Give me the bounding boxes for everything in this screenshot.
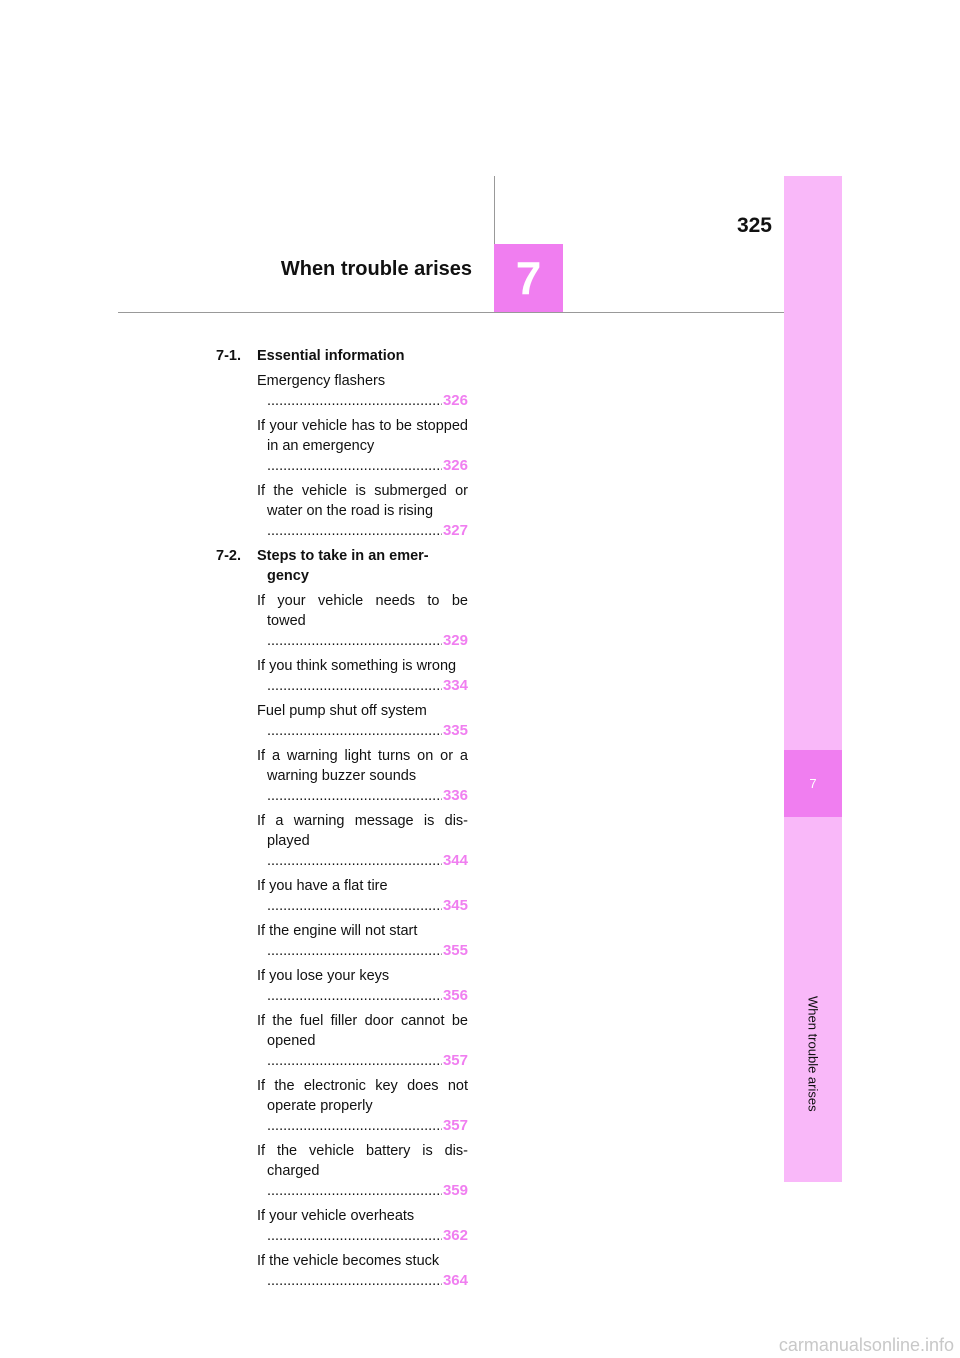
toc-entry-title[interactable]: Fuel pump shut off system (257, 703, 427, 719)
toc-entry-page[interactable]: 326 (442, 392, 468, 409)
side-tab-number: 7 (784, 750, 842, 817)
dot-leader (267, 986, 442, 1006)
toc-entry-title[interactable]: If you lose your keys (257, 968, 390, 984)
dot-leader (267, 1181, 442, 1201)
toc-entry-title[interactable]: If you think something is wrong (257, 658, 457, 674)
toc-entry[interactable] (216, 1076, 468, 1136)
toc-entry-page[interactable]: 357 (442, 1117, 468, 1134)
toc-entry[interactable] (216, 1011, 468, 1071)
side-tab-label: When trouble arises (805, 996, 821, 1112)
toc-entry-page[interactable]: 335 (442, 722, 468, 739)
toc-entry-leader (257, 391, 468, 411)
toc-entry-title[interactable]: Emergency flashers (257, 373, 386, 389)
toc-entry-leader (257, 1051, 468, 1071)
toc-entry-leader (257, 786, 468, 806)
toc-entry-leader (257, 456, 468, 476)
toc-entry-page[interactable]: 344 (442, 852, 468, 869)
toc-entry-title[interactable]: If a warning message is dis-played (257, 813, 468, 849)
dot-leader (267, 721, 442, 741)
toc-entry-leader (257, 986, 468, 1006)
dot-leader (267, 1051, 442, 1071)
toc-entry[interactable] (216, 701, 468, 741)
toc-entry-title[interactable]: If the electronic key does not operate properly (257, 1078, 468, 1114)
toc-entry-page[interactable]: 336 (442, 787, 468, 804)
dot-leader (267, 456, 442, 476)
toc-entry-title[interactable]: If your vehicle has to be stopped in an emergency (257, 418, 468, 454)
table-of-contents (216, 346, 468, 1296)
toc-entry-page[interactable]: 345 (442, 897, 468, 914)
toc-entry-title[interactable]: If a warning light turns on or a warning buzzer sounds (257, 748, 468, 784)
toc-entry[interactable] (216, 811, 468, 871)
side-tab (784, 176, 842, 1182)
dot-leader (267, 391, 442, 411)
toc-entry-title[interactable]: If your vehicle needs to be towed (257, 593, 468, 629)
toc-entry[interactable] (216, 591, 468, 651)
toc-entry-leader (257, 676, 468, 696)
toc-entry-leader (257, 521, 468, 541)
toc-entry-page[interactable]: 329 (442, 632, 468, 649)
dot-leader (267, 521, 442, 541)
toc-entry-page[interactable]: 326 (442, 457, 468, 474)
toc-entry-page[interactable]: 357 (442, 1052, 468, 1069)
header-vertical-rule (494, 176, 495, 244)
dot-leader (267, 851, 442, 871)
toc-entry-page[interactable]: 327 (442, 522, 468, 539)
toc-entry[interactable] (216, 481, 468, 541)
toc-entry-page[interactable]: 362 (442, 1227, 468, 1244)
watermark: carmanualsonline.info (778, 1335, 954, 1355)
toc-entry-page[interactable]: 334 (442, 677, 468, 694)
toc-entry[interactable] (216, 656, 468, 696)
toc-entry-title[interactable]: If the vehicle becomes stuck (257, 1253, 440, 1269)
dot-leader (267, 676, 442, 696)
toc-entry-title[interactable]: If the vehicle is submerged or water on the road is rising (257, 483, 468, 519)
toc-entry[interactable] (216, 371, 468, 411)
toc-entry[interactable] (216, 921, 468, 961)
toc-entry-leader (257, 941, 468, 961)
toc-entry-title[interactable]: If the fuel filler door cannot be opened (257, 1013, 468, 1049)
toc-entry-leader (257, 631, 468, 651)
toc-section (216, 346, 468, 366)
toc-entry-leader (257, 721, 468, 741)
dot-leader (267, 1116, 442, 1136)
dot-leader (267, 1271, 442, 1291)
toc-entry[interactable] (216, 966, 468, 1006)
toc-entry-page[interactable]: 356 (442, 987, 468, 1004)
toc-entry-page[interactable]: 355 (442, 942, 468, 959)
toc-entry-title[interactable]: If your vehicle overheats (257, 1208, 415, 1224)
dot-leader (267, 941, 442, 961)
chapter-number-box: 7 (494, 244, 563, 312)
toc-entry[interactable] (216, 1206, 468, 1246)
toc-entry-leader (257, 1271, 468, 1291)
toc-entry-leader (257, 896, 468, 916)
toc-entry-leader (257, 1181, 468, 1201)
header-horizontal-rule (118, 312, 784, 313)
toc-entry-page[interactable]: 364 (442, 1272, 468, 1289)
toc-entry[interactable] (216, 746, 468, 806)
toc-section-title: Essential information (257, 348, 405, 364)
toc-entry-leader (257, 1226, 468, 1246)
toc-section-number: 7-2. (216, 548, 241, 564)
chapter-title: When trouble arises (280, 258, 472, 280)
dot-leader (267, 631, 442, 651)
toc-entry-leader (257, 1116, 468, 1136)
dot-leader (267, 1226, 442, 1246)
toc-entry-title[interactable]: If the engine will not start (257, 923, 418, 939)
toc-entry-page[interactable]: 359 (442, 1182, 468, 1199)
toc-section-number: 7-1. (216, 348, 241, 364)
dot-leader (267, 786, 442, 806)
toc-entry-leader (257, 851, 468, 871)
toc-entry[interactable] (216, 876, 468, 916)
dot-leader (267, 896, 442, 916)
toc-entry[interactable] (216, 1251, 468, 1291)
toc-section (216, 546, 468, 586)
toc-entry[interactable] (216, 1141, 468, 1201)
toc-section-title: Steps to take in an emer-gency (257, 548, 429, 584)
toc-entry-title[interactable]: If you have a flat tire (257, 878, 388, 894)
toc-entry[interactable] (216, 416, 468, 476)
toc-entry-title[interactable]: If the vehicle battery is dis-charged (257, 1143, 468, 1179)
page-number: 325 (736, 214, 772, 237)
